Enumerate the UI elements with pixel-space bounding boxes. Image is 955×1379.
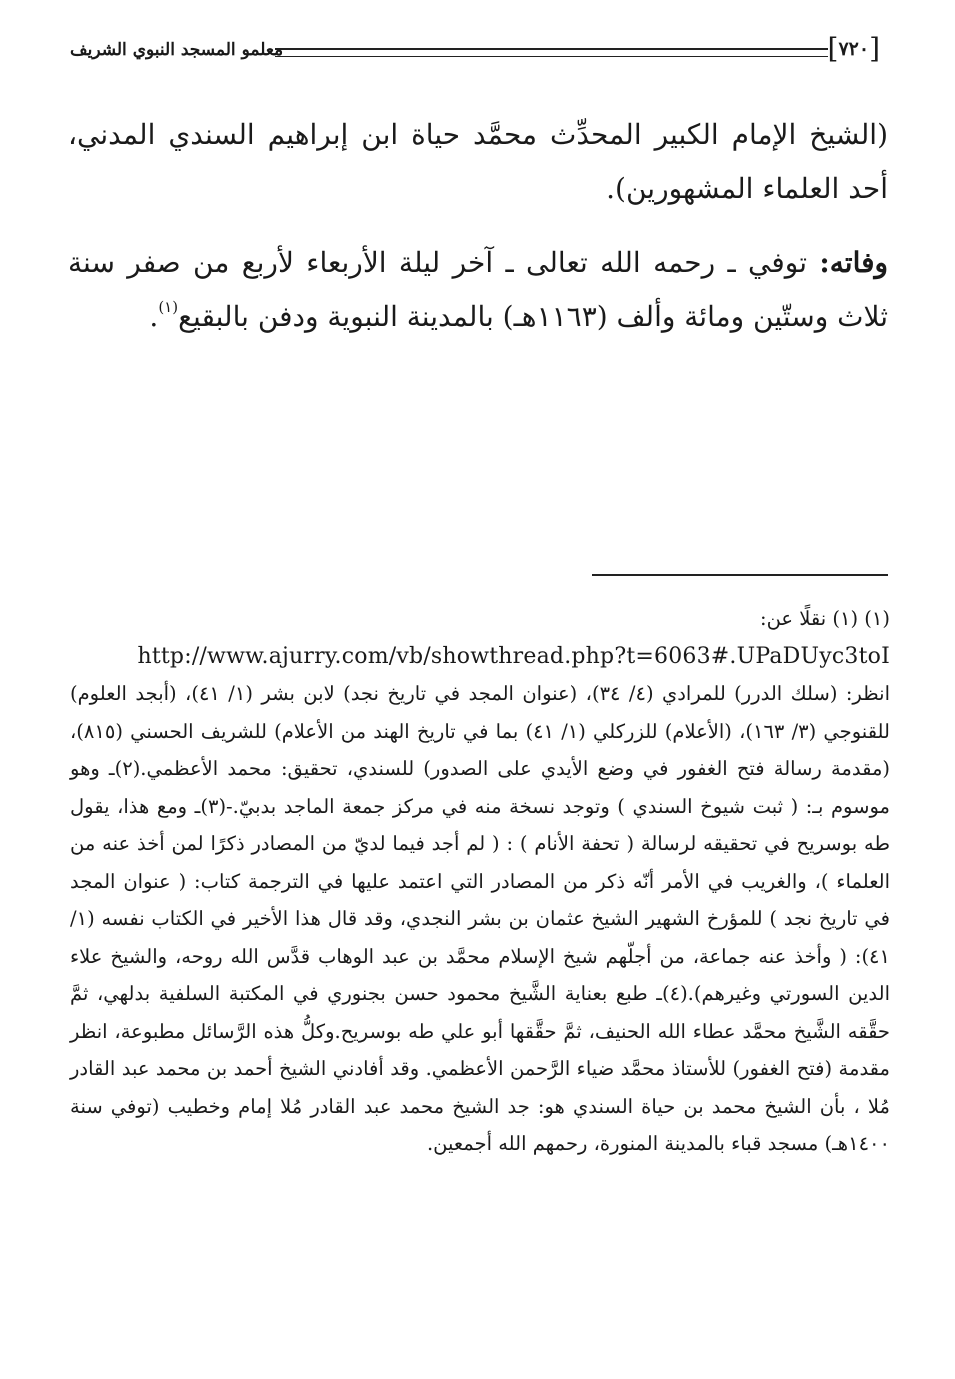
paragraph-death-end: . bbox=[149, 300, 159, 333]
page-number-bracket-open: [ bbox=[869, 32, 880, 65]
footnotes bbox=[70, 600, 890, 1163]
page-number bbox=[818, 32, 891, 66]
footnote-body: انظر: (سلك الدرر) للمرادي (٤/ ٣٤)، (عنوان المجد في تاريخ نجد) لابن بشر (١/ ٤١)، (أبجد العلوم) للقنوجي (٣/ ١٦٣)، (الأعلام) للزركلي (١/ ٤١) بما في تاريخ الهند من الأعلام) للشريف الحسني (٨١٥)، (مقدمة رسالة فتح الغفور في وضع الأيدي على الصدور) للسندي، تحقيق: محمد الأعظمي.(٢)ـ وهو موسوم بـ: ( ثبت شيوخ السندي ) وتوجد نسخة منه في مركز جمعة الماجد بدبيّ.-(٣)ـ ومع هذا، يقول طه بوسريح في تحقيقه لرسالة ( تحفة الأنام ) : ( لم أجد فيما لديّ من المصادر ذكرًا لمن أخذ عنه من العلماء )، والغريب في الأمر أنّه ذكر من المصادر التي اعتمد عليها في الترجمة كتاب: ( عنوان المجد في تاريخ نجد ) للمؤرخ الشهير الشيخ عثمان بن بشر النجدي، وقد قال هذا الأخير في الكتاب نفسه (١/ ٤١): ( وأخذ عنه جماعة، من أجلّهم شيخ الإسلام محمَّد بن عبد الوهاب قدَّس الله روحه، والشيخ علاء الدين السورتي وغيرهم).(٤)ـ طبع بعناية الشَّيخ محمود حسن بجنوري في المكتبة السلفية بدلهي، ثمَّ حقَّقه الشَّيخ محمَّد عطاء الله الحنيف، ثمَّ حقَّقها أبو علي طه بوسريح.وكلُّ هذه الرَّسائل مطبوعة، انظر مقدمة (فتح الغفور) للأستاذ محمَّد ضياء الرَّحمن الأعظمي. وقد أفادني الشيخ أحمد بن محمد عبد القادر مُلا ، بأن الشيخ محمد بن حياة السندي هو: جد الشيخ محمد عبد القادر مُلا إمام وخطيب (توفي سنة ١٤٠٠هـ) مسجد قباء بالمدينة المنورة، رحمهم الله أجمعين. bbox=[70, 682, 890, 1155]
main-text bbox=[68, 108, 888, 364]
paragraph-death-lead: وفاته: bbox=[819, 246, 888, 279]
page-header bbox=[70, 28, 890, 78]
footnote-separator bbox=[592, 574, 888, 576]
paragraph-death bbox=[68, 236, 888, 344]
footnote-heading: (١) (١) نقلًا عن: bbox=[760, 607, 890, 630]
page-number-bracket-close: ] bbox=[827, 32, 839, 65]
running-title: معلمو المسجد النبوي الشريف bbox=[70, 40, 284, 60]
footnote-marker: (١) bbox=[158, 298, 179, 316]
header-double-rule bbox=[275, 48, 828, 57]
paragraph-intro: (الشيخ الإمام الكبير المحدِّث محمَّد حياة ابن إبراهيم السندي المدني، أحد العلماء المشهورين). bbox=[68, 118, 888, 205]
page-number-value: ٧٢٠ bbox=[838, 38, 870, 60]
paragraph-death-text: توفي ـ رحمه الله تعالى ـ آخر ليلة الأربعاء لأربع من صفر سنة ثلاث وستّين ومائة وألف (١١٦٣هـ) بالمدينة النبوية ودفن بالبقيع bbox=[68, 246, 888, 333]
footnote-url: http://www.ajurry.com/vb/showthread.php?t=6063#.UPaDUyc3toI bbox=[137, 643, 890, 669]
